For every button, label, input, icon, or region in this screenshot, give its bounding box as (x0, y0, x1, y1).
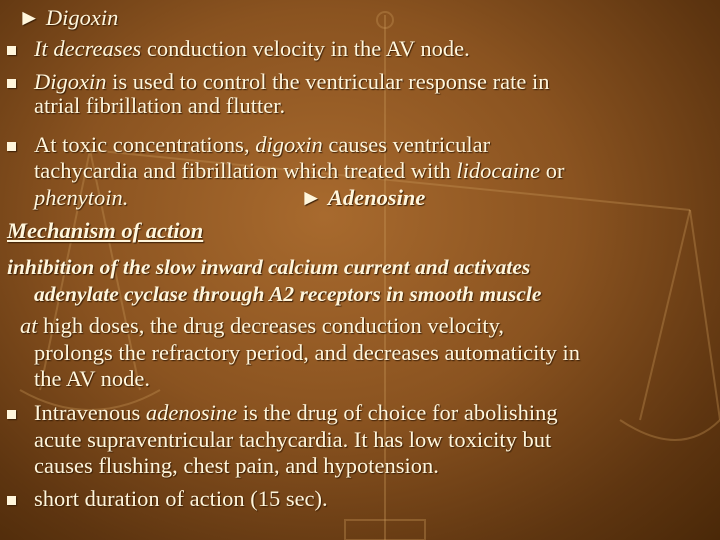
mechanism-line-1: inhibition of the slow inward calcium current and activates (7, 255, 531, 279)
square-bullet-icon (7, 46, 16, 55)
mechanism-line-2: adenylate cyclase through A2 receptors in smooth muscle (34, 282, 542, 306)
bullet-text-italic: It decreases (34, 36, 142, 61)
bullet-text: causes ventricular (322, 132, 491, 157)
iv-text: Intravenous (34, 400, 146, 425)
high-dose-italic: at (20, 313, 38, 338)
square-bullet-icon (7, 410, 16, 419)
square-bullet-icon (7, 79, 16, 88)
bullet-digoxin-toxic-cont (34, 159, 564, 183)
arrow-bullet-icon: ► (18, 5, 41, 30)
square-bullet-icon (7, 496, 16, 505)
bullet-text: tachycardia and fibrillation which treated with (34, 158, 457, 183)
heading-adenosine (300, 186, 425, 210)
iv-text: is the drug of choice for abolishing (237, 400, 558, 425)
iv-text-italic: adenosine (145, 400, 238, 425)
iv-adenosine-line-2: acute supraventricular tachycardia. It has low toxicity but (34, 427, 552, 452)
bullet-digoxin-af-cont (34, 94, 285, 118)
high-dose-text: high doses, the drug decreases conduction velocity, (37, 313, 505, 338)
iv-adenosine-line-1 (34, 401, 558, 425)
heading-digoxin (18, 6, 118, 30)
bullet-text-italic: digoxin (255, 132, 323, 157)
bullet-text: atrial fibrillation and flutter. (34, 93, 286, 118)
iv-adenosine-line-3: causes flushing, chest pain, and hypotension. (34, 453, 439, 478)
bullet-text: or (540, 158, 565, 183)
heading-digoxin-text: Digoxin (45, 5, 119, 30)
bullet-digoxin-av (34, 37, 470, 61)
bullet-text-italic: Digoxin (34, 69, 107, 94)
high-dose-line-1 (20, 314, 504, 338)
square-bullet-icon (7, 142, 16, 151)
mechanism-heading: Mechanism of action (7, 218, 204, 243)
duration-line: short duration of action (15 sec). (34, 486, 328, 511)
bullet-text: At toxic concentrations, (34, 132, 256, 157)
arrow-bullet-icon: ► (300, 185, 323, 210)
high-dose-line-3: the AV node. (34, 366, 151, 391)
bullet-text: conduction velocity in the AV node. (141, 36, 470, 61)
bullet-digoxin-toxic-cont2 (34, 186, 128, 210)
bullet-digoxin-af (34, 70, 550, 94)
bullet-text: is used to control the ventricular response rate in (106, 69, 550, 94)
high-dose-line-2: prolongs the refractory period, and decreases automaticity in (34, 340, 581, 365)
bullet-text-italic: phenytoin. (34, 185, 129, 210)
bullet-text-italic: lidocaine (456, 158, 541, 183)
bullet-digoxin-toxic (34, 133, 490, 157)
heading-adenosine-text: Adenosine (327, 185, 426, 210)
